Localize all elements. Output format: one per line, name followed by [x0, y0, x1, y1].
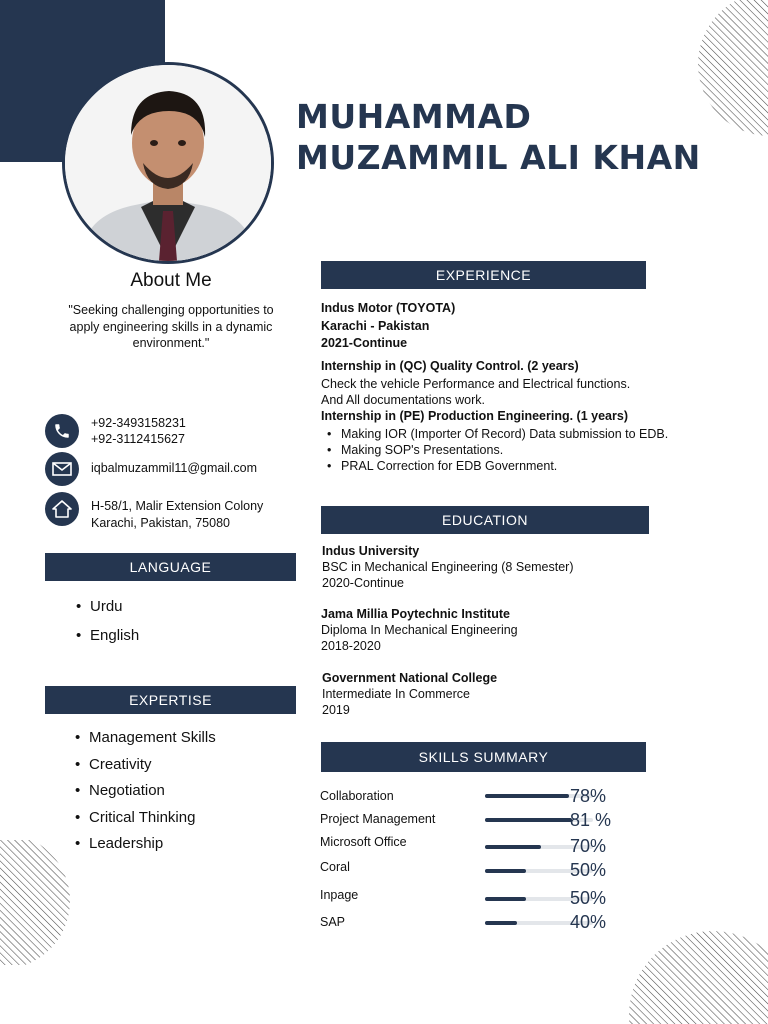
experience-location: Karachi - Pakistan	[321, 318, 430, 333]
role-2-title: Internship in (PE) Production Engineering. (1 years)	[321, 409, 628, 423]
skill-bar-fill	[485, 869, 526, 873]
expertise-list	[73, 725, 216, 858]
name-line-1: MUHAMMAD	[296, 97, 532, 136]
role-1-desc-2: And All documentations work.	[321, 393, 485, 407]
education-header: EDUCATION	[321, 506, 649, 534]
home-icon	[45, 492, 79, 526]
school-name: Indus University	[322, 544, 420, 558]
experience-company: Indus Motor (TOYOTA)	[321, 301, 456, 315]
phone-numbers	[91, 416, 186, 447]
role-2-list	[321, 426, 671, 474]
skill-percent: 78%	[570, 786, 607, 806]
years: 2019	[322, 703, 350, 717]
phone-1[interactable]: +92-3493158231	[91, 416, 186, 430]
address-line-1: H-58/1, Malir Extension Colony	[91, 499, 264, 513]
list-item: • Management Skills	[73, 725, 216, 752]
language-header: LANGUAGE	[45, 553, 296, 581]
full-name	[296, 96, 701, 178]
skill-label: Microsoft Office	[320, 835, 407, 849]
skill-percent: 50%	[570, 888, 607, 908]
list-item: • Critical Thinking	[73, 805, 216, 832]
hatched-circle-top-right	[690, 0, 768, 140]
email-address[interactable]: iqbalmuzammil11@gmail.com	[91, 461, 257, 475]
about-title: About Me	[130, 270, 212, 291]
education-entry	[322, 670, 652, 718]
education-entry	[321, 606, 651, 654]
phone-icon	[45, 414, 79, 448]
role-1-desc-1: Check the vehicle Performance and Electrical functions.	[321, 377, 631, 391]
expertise-header: EXPERTISE	[45, 686, 296, 714]
skill-label: Project Management	[320, 812, 436, 826]
role-1-title: Internship in (QC) Quality Control. (2 years)	[321, 359, 579, 373]
about-text: "Seeking challenging opportunities to apply engineering skills in a dynamic environment."	[68, 303, 274, 350]
hatched-circle-left	[0, 840, 72, 965]
list-item: • Urdu	[74, 592, 139, 621]
school-name: Jama Millia Poytechnic Institute	[321, 607, 510, 621]
skill-percent: 81 %	[570, 810, 612, 830]
list-item: • Making IOR (Importer Of Record) Data submission to EDB.	[321, 426, 671, 442]
skill-bar-fill	[485, 921, 517, 925]
list-item: • English	[74, 621, 139, 650]
education-entry	[322, 543, 652, 591]
skill-bar-fill	[485, 845, 541, 849]
profile-photo	[62, 62, 274, 264]
years: 2020-Continue	[322, 576, 405, 590]
skill-bar-fill	[485, 897, 526, 901]
skill-percent: 70%	[570, 836, 607, 856]
school-name: Government National College	[322, 671, 498, 685]
degree: Intermediate In Commerce	[322, 687, 470, 701]
degree: BSC in Mechanical Engineering (8 Semester)	[322, 560, 574, 574]
degree: Diploma In Mechanical Engineering	[321, 623, 518, 637]
experience-period: 2021-Continue	[321, 336, 408, 350]
list-item: • Creativity	[73, 752, 216, 779]
skill-label: SAP	[320, 915, 346, 929]
skill-label: Coral	[320, 860, 350, 874]
skill-bar-fill	[485, 794, 569, 798]
experience-roles	[321, 358, 741, 474]
list-item: • Leadership	[73, 831, 216, 858]
years: 2018-2020	[321, 639, 381, 653]
name-line-2: MUZAMMIL ALI KHAN	[296, 138, 701, 177]
mail-icon	[45, 452, 79, 486]
hatched-circle-bottom-right	[615, 915, 768, 1024]
skill-percent: 50%	[570, 860, 607, 880]
avatar	[65, 65, 271, 261]
address-line-2: Karachi, Pakistan, 75080	[91, 516, 230, 530]
language-list	[74, 592, 139, 650]
skill-percent: 40%	[570, 912, 607, 932]
experience-section	[321, 300, 741, 353]
skills-header: SKILLS SUMMARY	[321, 742, 646, 772]
phone-2[interactable]: +92-3112415627	[91, 431, 185, 446]
address	[91, 498, 263, 532]
skill-bar-fill	[485, 818, 572, 822]
list-item: • Making SOP's Presentations.	[321, 442, 671, 458]
list-item: • PRAL Correction for EDB Government.	[321, 458, 671, 474]
skill-label: Inpage	[320, 888, 359, 902]
skill-label: Collaboration	[320, 789, 394, 803]
experience-header: EXPERIENCE	[321, 261, 646, 289]
list-item: • Negotiation	[73, 778, 216, 805]
